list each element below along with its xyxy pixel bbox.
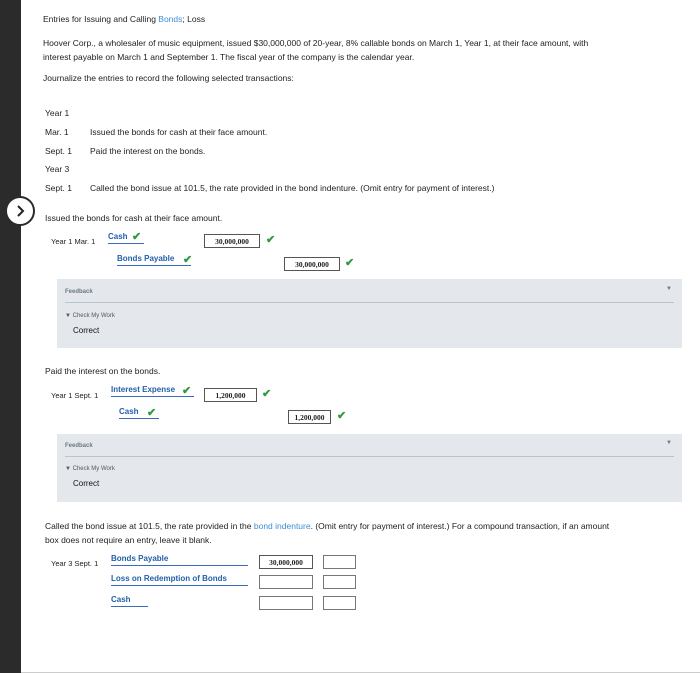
feedback-result: Correct [73, 326, 100, 335]
left-border [0, 0, 21, 673]
title-prefix: Entries for Issuing and Calling [43, 14, 159, 24]
entry2-heading: Paid the interest on the bonds. [45, 366, 161, 376]
entry1-credit-account-check-icon: ✔ [183, 254, 193, 266]
feedback-toggle-icon[interactable]: ▼ [666, 440, 672, 446]
entry2-credit-check-icon: ✔ [337, 410, 347, 422]
entry1-credit-amount[interactable]: 30,000,000 [284, 257, 340, 271]
entry1-debit-account[interactable]: Cash [108, 232, 144, 244]
feedback-divider [65, 456, 674, 457]
entry3-row2-debit[interactable] [259, 575, 313, 589]
feedback-panel-1 [57, 279, 682, 348]
intro-line-2: interest payable on March 1 and September 1. The fiscal year of the company is the calendar year. [43, 52, 415, 62]
feedback-divider [65, 302, 674, 303]
entry3-row3-credit[interactable] [323, 596, 356, 610]
entry2-credit-account-check-icon: ✔ [147, 407, 157, 419]
entry3-row1-debit[interactable]: 30,000,000 [259, 555, 313, 569]
bond-indenture-link[interactable]: bond indenture [253, 521, 311, 531]
entry3-row2-account[interactable]: Loss on Redemption of Bonds [111, 574, 248, 586]
entry3-row3-account[interactable]: Cash [111, 595, 148, 607]
entry2-debit-account-check-icon: ✔ [182, 385, 192, 397]
entry2-credit-account[interactable]: Cash [119, 407, 159, 419]
entry2-date: Year 1 Sept. 1 [51, 391, 99, 400]
entry1-credit-account[interactable]: Bonds Payable [117, 254, 191, 266]
sept1-text: Paid the interest on the bonds. [90, 146, 206, 156]
instruction: Journalize the entries to record the following selected transactions: [43, 73, 294, 83]
next-chevron-right-icon[interactable] [5, 196, 35, 226]
check-my-work[interactable]: ▼ Check My Work [65, 466, 115, 472]
entry2-debit-check-icon: ✔ [262, 388, 272, 400]
mar1-text: Issued the bonds for cash at their face amount. [90, 127, 268, 137]
entry3-row1-account[interactable]: Bonds Payable [111, 554, 248, 566]
sept1b-text: Called the bond issue at 101.5, the rate provided in the bond indenture. (Omit entry for payment of interest.) [90, 183, 495, 193]
entry3-row1-credit[interactable] [323, 555, 356, 569]
title-link-bonds[interactable]: Bonds [158, 14, 183, 24]
year-1-label: Year 1 [45, 108, 70, 118]
entry1-debit-amount[interactable]: 30,000,000 [204, 234, 260, 248]
entry3-date: Year 3 Sept. 1 [51, 559, 99, 568]
entry1-credit-check-icon: ✔ [345, 257, 355, 269]
entry2-debit-account[interactable]: Interest Expense [111, 385, 194, 397]
entry3-row2-credit[interactable] [323, 575, 356, 589]
entry3-row3-debit[interactable] [259, 596, 313, 610]
feedback-label: Feedback [65, 443, 93, 449]
sept1b-date: Sept. 1 [45, 183, 72, 193]
year-3-label: Year 3 [45, 164, 70, 174]
entry3-heading-line2: box does not require an entry, leave it blank. [45, 535, 212, 545]
mar1-date: Mar. 1 [45, 127, 69, 137]
entry2-credit-amount[interactable]: 1,200,000 [288, 410, 331, 424]
chevron-right-icon [13, 204, 27, 218]
title-suffix: ; Loss [182, 14, 206, 24]
feedback-label: Feedback [65, 289, 93, 295]
page [21, 0, 700, 673]
feedback-toggle-icon[interactable]: ▼ [666, 286, 672, 292]
intro-line-1: Hoover Corp., a wholesaler of music equipment, issued $30,000,000 of 20-year, 8% callable bonds on March 1, Year 1, at their face amount, with [43, 38, 589, 48]
feedback-result: Correct [73, 479, 100, 488]
check-my-work[interactable]: ▼ Check My Work [65, 313, 115, 319]
entry2-debit-amount[interactable]: 1,200,000 [204, 388, 257, 402]
entry1-heading: Issued the bonds for cash at their face amount. [45, 213, 223, 223]
entry3-heading-line1: Called the bond issue at 101.5, the rate provided in the bond indenture. (Omit entry for payment of interest.) For a compound transaction, if an amount [45, 521, 610, 531]
entry1-debit-check-icon: ✔ [266, 234, 276, 246]
entry1-debit-account-check-icon: ✔ [132, 231, 142, 243]
sept1-date: Sept. 1 [45, 146, 72, 156]
feedback-panel-2 [57, 434, 682, 502]
page-title [43, 14, 205, 25]
entry1-date: Year 1 Mar. 1 [51, 237, 96, 246]
